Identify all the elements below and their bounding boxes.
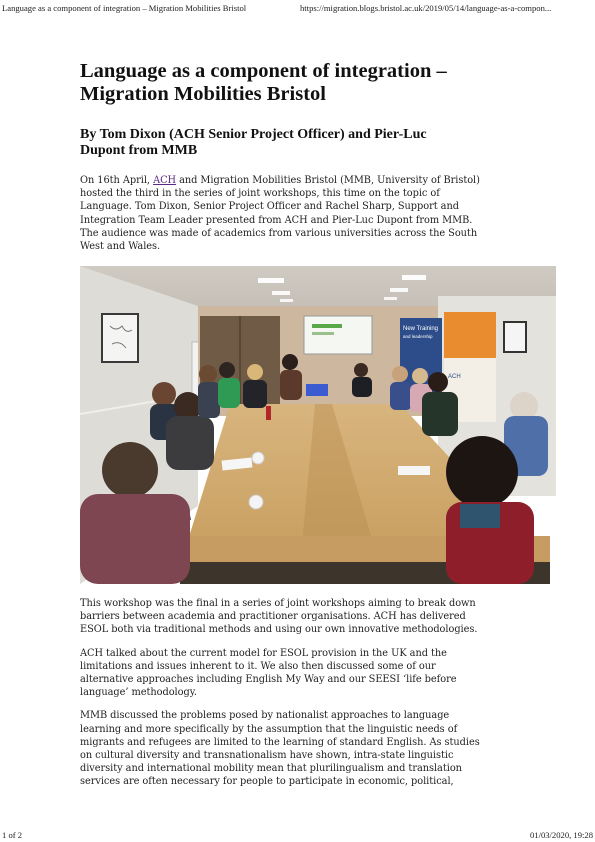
p3-line-1: ACH talked about the current model for ESOL provision in the UK and the xyxy=(80,647,447,659)
print-header-title: Language as a component of integration – Migration Mobilities Bristol xyxy=(2,3,247,13)
intro-line-1: and Migration Mobilities Bristol (MMB, University of Bristol) xyxy=(176,175,480,186)
p4-line-3: migrants and refugees are limited to the learning of standard English. As studies xyxy=(80,736,480,748)
paragraph-3 xyxy=(80,647,520,700)
article-title xyxy=(80,60,520,106)
byline-line-1: By Tom Dixon (ACH Senior Project Officer) and Pier-Luc xyxy=(80,127,427,142)
intro-paragraph xyxy=(80,174,520,253)
p4-line-6: services are often necessary for people to participate in economic, political, xyxy=(80,776,454,788)
banner-new-training-sub: and leadership xyxy=(403,334,433,339)
print-datetime: 01/03/2020, 19:28 xyxy=(529,830,593,840)
article-byline xyxy=(80,127,520,159)
intro-text-start: On 16th April, xyxy=(80,175,154,186)
page-counter: 1 of 2 xyxy=(2,830,23,840)
p3-line-4: language’ methodology. xyxy=(80,687,197,699)
ach-link[interactable]: ACH xyxy=(153,175,177,186)
byline-line-2: Dupont from MMB xyxy=(80,143,198,158)
p3-line-3: alternative approaches including English My Way and our SEESI ‘life before xyxy=(80,674,457,686)
p2-line-1: This workshop was the final in a series of joint workshops aiming to break down xyxy=(80,598,476,609)
intro-line-6: West and Wales. xyxy=(80,241,161,253)
print-header xyxy=(0,0,595,14)
intro-line-3: Language. Tom Dixon, Senior Project Officer and Rachel Sharp, Support and xyxy=(80,201,459,213)
banner-new-training-title: New Training xyxy=(403,326,439,332)
p2-line-2: barriers between academia and practitioner organisations. ACH has delivered xyxy=(80,611,466,623)
article-body xyxy=(80,597,520,789)
workshop-photo xyxy=(80,266,556,584)
p4-line-1: MMB discussed the problems posed by nationalist approaches to language xyxy=(80,710,450,722)
workshop-photo-illustration xyxy=(80,266,556,584)
intro-line-4: Integration Team Leader presented from ACH and Pier-Luc Dupont from MMB. xyxy=(80,214,473,226)
intro-line-5: The audience was made of academics from various universities across the South xyxy=(80,227,478,239)
paragraph-4 xyxy=(80,709,520,788)
banner-ach-text: ACH xyxy=(448,374,461,380)
print-footer xyxy=(0,828,595,842)
p2-line-3: ESOL both via traditional methods and using our own innovative methodologies. xyxy=(80,624,478,636)
p4-line-2: learning and more specifically by the assumption that the linguistic needs of xyxy=(80,723,458,735)
print-header-url: https://migration.blogs.bristol.ac.uk/2019/05/14/language-as-a-compon... xyxy=(300,3,552,13)
p3-line-2: limitations and issues inherent to it. We also then discussed some of our xyxy=(80,660,436,672)
article xyxy=(80,60,520,253)
p4-line-5: diversity and international mobility mean that plurilingualism and translation xyxy=(80,763,462,775)
article-title-line-2: Migration Mobilities Bristol xyxy=(80,83,326,105)
article-title-line-1: Language as a component of integration – xyxy=(80,60,447,82)
p4-line-4: on cultural diversity and transnationalism have shown, intra-state linguistic xyxy=(80,750,454,762)
paragraph-2 xyxy=(80,597,520,637)
intro-line-2: hosted the third in the series of joint workshops, this time on the topic of xyxy=(80,188,440,200)
